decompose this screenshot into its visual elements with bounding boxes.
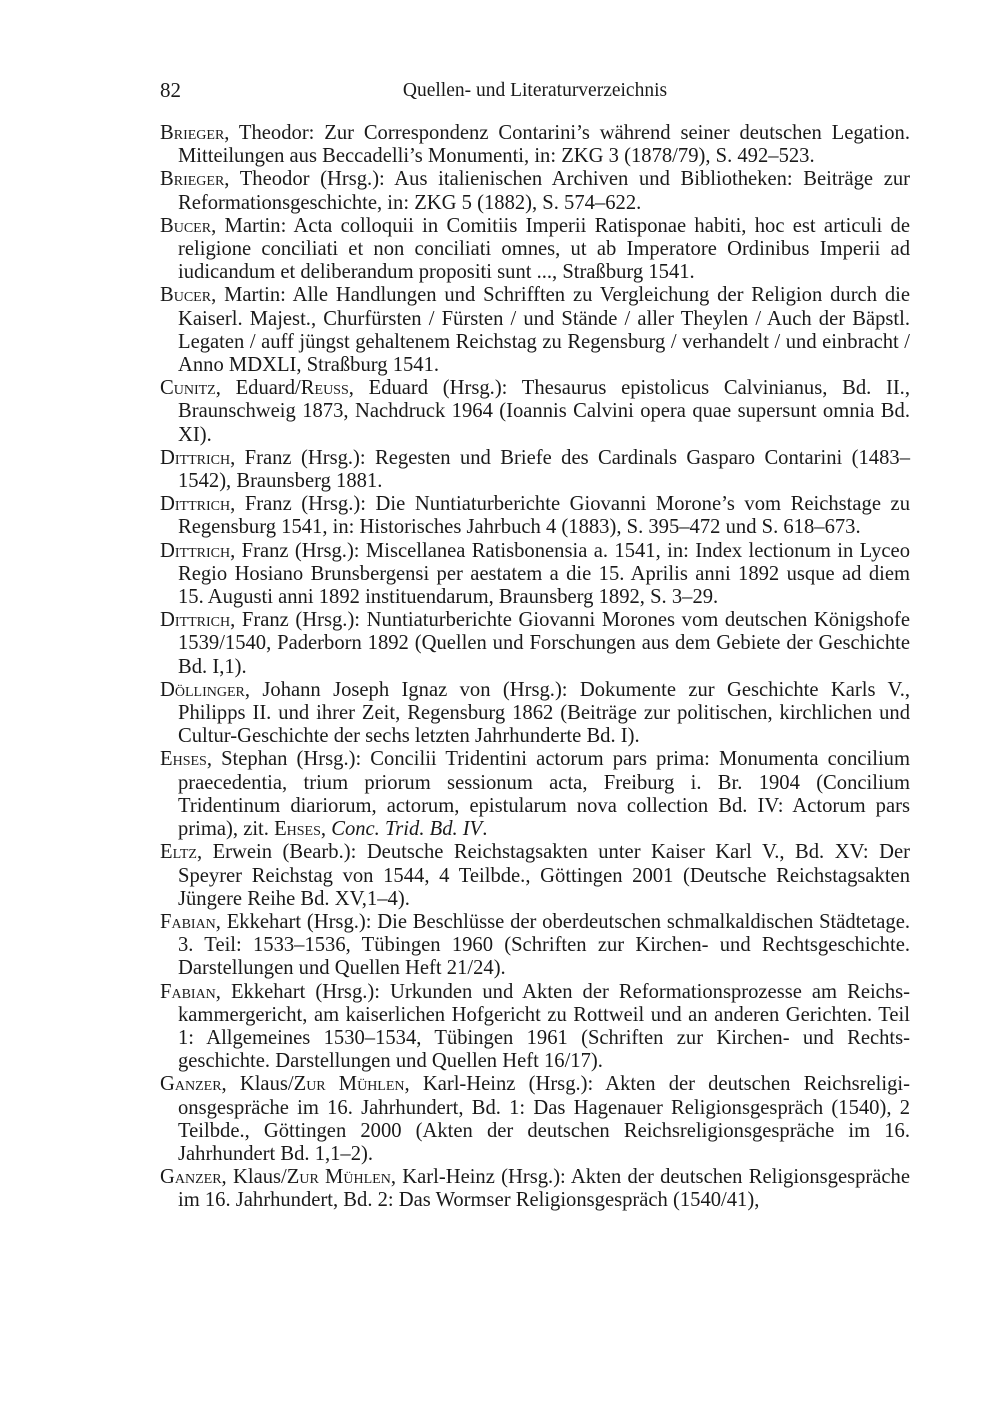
entry-text: , Stephan (Hrsg.): Concilii Tridentini actorum pars prima: Monumenta concilium praecedentia, trium priorum sessionum acta, Freiburg i. Br. 1904 (Concilium Tridentinum diariorum, actorum, epistularum nova collection Bd. IV: Actorum pars prima), zit. (178, 748, 910, 841)
entry-author: Cunitz (160, 377, 216, 400)
entry-text: , Theodor (Hrsg.): Aus italienischen Archiven und Bibliotheken: Beiträge zur Reformationsgeschichte, in: ZKG 5 (1882), S. 574–622. (178, 168, 910, 214)
bibliography-entry (160, 981, 910, 1074)
entry-text: , (320, 818, 332, 841)
entry-author: Zur Mühlen (286, 1166, 391, 1189)
entry-author: Dittrich (160, 539, 231, 562)
entry-author: Brieger (160, 168, 225, 191)
entry-author: Reuss (300, 377, 349, 400)
entry-author: Bucer (160, 284, 212, 307)
entry-text: . (482, 818, 488, 841)
entry-author: Ehses (274, 818, 321, 841)
entry-text: , Theodor: Zur Correspondenz Contarini’s während seiner deutschen Legation. Mitteilungen aus Beccadelli’s Monumenti, in: ZKG 3 (1878/79), S. 492–523. (178, 122, 910, 168)
entry-text: , Martin: Acta colloquii in Comitiis Imperii Ratisponae habiti, hoc est articuli de religione conciliati et non conciliati omnes, ut ab Imperatore Ordinibus Imperii ad iudicandum et deliberandum propositi sunt ..., Straßburg 1541. (178, 214, 910, 284)
entry-text: , Klaus/ (221, 1166, 287, 1189)
running-title: Quellen- und Literaturverzeichnis (402, 80, 668, 101)
entry-text: , Martin: Alle Handlungen und Schrifften zu Vergleichung der Religion durch die Kaiserl. Majest., Churfürsten / Fürsten / und Stände / aller Theylen / Auch der Bäpstl. Legaten / auff jüngst gehaltenem Reichstag zu Regensburg / verhandelt / und einbracht / Anno MDXLI, Straßburg 1541. (178, 284, 910, 377)
entry-italic: Conc. Trid. Bd. IV (331, 818, 483, 841)
bibliography-entry (160, 122, 910, 168)
entry-author: Bucer (160, 214, 212, 237)
entry-text: , Franz (Hrsg.): Die Nuntiaturberichte Giovanni Morone’s vom Reichstage zu Regensburg 1541, in: Historisches Jahrbuch 4 (1883), S. 395–472 und S. 618–673. (178, 493, 910, 539)
entry-text: , Karl-Heinz (Hrsg.): Akten der deutschen Reichsreligionsgespräche im 16. Jahrhundert, Bd. 1: Das Hagenauer Religionsgespräch (1540), 2 Teilbde., Göttingen 2000 (Akten der deutschen Reichsreligionsgespräche im 16. Jahrhundert Bd. 1,1–2). (178, 1073, 910, 1165)
page-number: 82 (160, 78, 181, 102)
entry-text: , Klaus/ (221, 1073, 294, 1096)
entry-author: Eltz (160, 841, 197, 864)
entry-author: Zur Mühlen (293, 1073, 405, 1096)
bibliography-entry (160, 911, 910, 981)
entry-author: Fabian (160, 910, 216, 933)
entry-text: , Eduard/ (215, 377, 301, 400)
entry-author: Brieger (160, 122, 225, 144)
bibliography-entry (160, 609, 910, 679)
entry-text: , Ekkehart (Hrsg.): Urkunden und Akten der Reformationsprozesse am Reichskammergericht, am kaiserlichen Hofgericht zu Rottweil und an anderen Gerichten. Teil 1: Allgemeines 1530–1534, Tübingen 1961 (Schriften zur Kirchen- und Rechtsgeschichte. Darstellungen und Quellen Heft 16/17). (178, 980, 910, 1073)
entry-text: , Eduard (Hrsg.): Thesaurus epistolicus Calvinianus, Bd. II., Braunschweig 1873, Nachdruck 1964 (Ioannis Calvini opera quae supersunt omnia Bd. XI). (178, 377, 910, 446)
entry-text: , Franz (Hrsg.): Nuntiaturberichte Giovanni Morones vom deutschen Königshofe 1539/1540, Paderborn 1892 (Quellen und Forschungen aus dem Gebiete der Geschichte Bd. I,1). (178, 609, 910, 678)
bibliography-list (160, 122, 910, 1213)
entry-author: Ehses (160, 748, 207, 771)
bibliography-entry (160, 1166, 910, 1212)
entry-author: Dittrich (160, 446, 231, 469)
bibliography-entry (160, 493, 910, 539)
entry-text: , Franz (Hrsg.): Regesten und Briefe des Cardinals Gasparo Contarini (1483–1542), Braunsberg 1881. (178, 446, 910, 493)
entry-text: , Ekkehart (Hrsg.): Die Beschlüsse der oberdeutschen schmalkaldischen Städtetage. 3. Teil: 1533–1536, Tübingen 1960 (Schriften zur Kirchen- und Rechtsgeschichte. Darstellungen und Quellen Heft 21/24). (178, 910, 910, 980)
bibliography-entry (160, 284, 910, 377)
bibliography-entry (160, 540, 910, 610)
entry-author: Dittrich (160, 493, 231, 516)
bibliography-entry (160, 679, 910, 749)
bibliography-entry (160, 215, 910, 285)
bibliography-entry (160, 841, 910, 911)
bibliography-entry (160, 1073, 910, 1166)
entry-author: Ganzer (160, 1073, 222, 1096)
bibliography-entry (160, 377, 910, 447)
entry-text: , Franz (Hrsg.): Miscellanea Ratisbonensia a. 1541, in: Index lectionum in Lyceo Regio Hosiano Brunsbergensi per aestatem a die 15. Aprilis anni 1892 usque ad diem 15. Augusti anni 1892 instituendarum, Braunsberg 1892, S. 3–29. (178, 539, 910, 609)
bibliography-entry (160, 447, 910, 493)
entry-author: Dittrich (160, 609, 231, 632)
entry-author: Döllinger (160, 678, 245, 701)
entry-author: Ganzer (160, 1166, 222, 1189)
bibliography-entry (160, 748, 910, 841)
bibliography-entry (160, 168, 910, 214)
entry-text: , Johann Joseph Ignaz von (Hrsg.): Dokumente zur Geschichte Karls V., Philipps II. und ihrer Zeit, Regensburg 1862 (Beiträge zur politischen, kirchlichen und Cultur-Geschichte der sechs letzten Jahrhunderte Bd. I). (178, 678, 910, 748)
entry-text: , Erwein (Bearb.): Deutsche Reichstagsakten unter Kaiser Karl V., Bd. XV: Der Speyrer Reichstag von 1544, 4 Teilbde., Göttingen 2001 (Deutsche Reichstagsakten Jüngere Reihe Bd. XV,1–4). (178, 841, 910, 910)
entry-text: , Karl-Heinz (Hrsg.): Akten der deutschen Religionsgespräche im 16. Jahrhundert, Bd. 2: Das Wormser Religionsgespräch (1540/41), (178, 1166, 910, 1212)
entry-author: Fabian (160, 980, 216, 1003)
